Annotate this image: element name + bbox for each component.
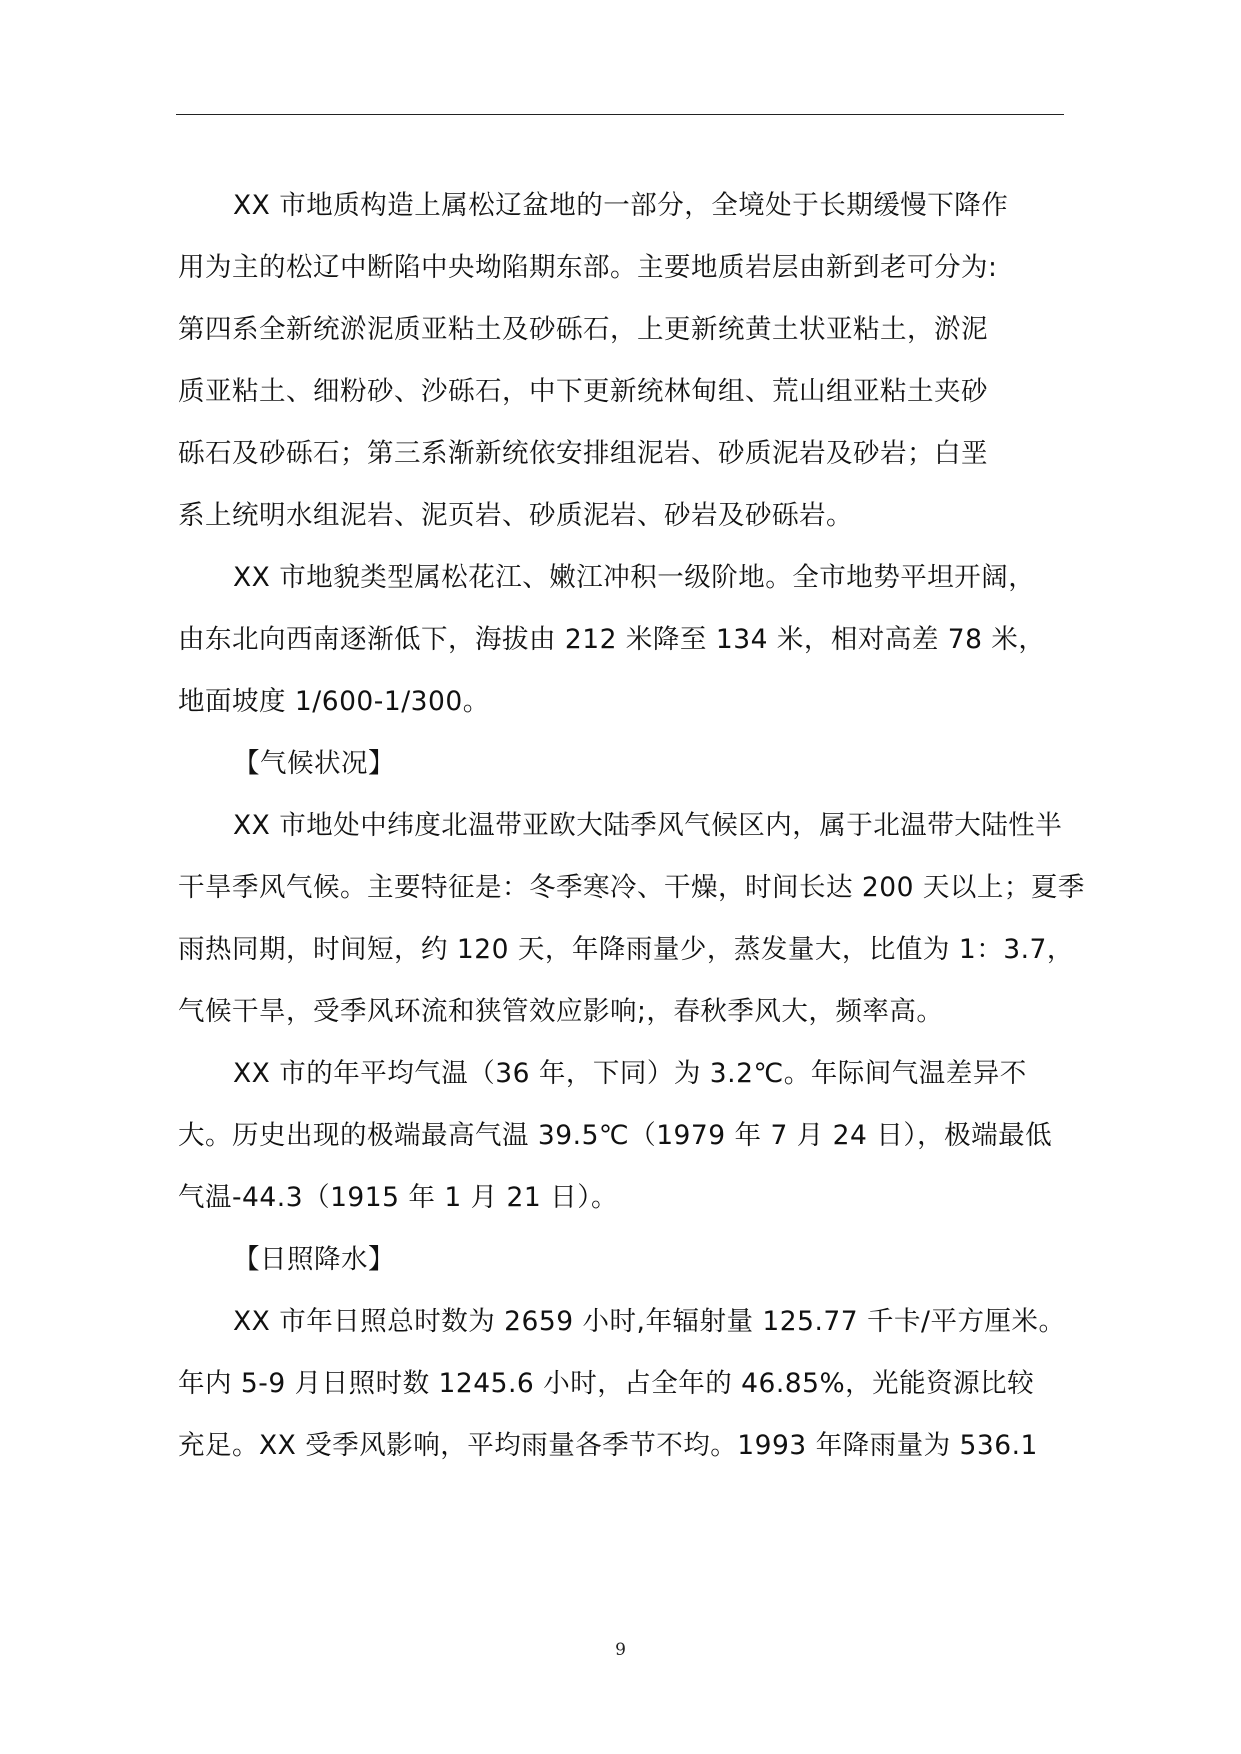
text-line: XX 市的年平均气温（36 年，下同）为 3.2℃。年际间气温差异不	[233, 1058, 1027, 1089]
paragraph-temperature	[178, 1043, 1064, 1229]
heading-text: 【气候状况】	[233, 748, 395, 779]
text-line: XX 市年日照总时数为 2659 小时,年辐射量 125.77 千卡/平方厘米。	[233, 1306, 1066, 1337]
text-line: 砾石及砂砾石；第三系渐新统依安排组泥岩、砂质泥岩及砂岩；白垩	[178, 438, 988, 469]
text-line: 气温-44.3（1915 年 1 月 21 日）。	[178, 1182, 618, 1213]
paragraph-landform	[178, 547, 1064, 733]
text-line: 系上统明水组泥岩、泥页岩、砂质泥岩、砂岩及砂砾岩。	[178, 500, 853, 531]
paragraph-geology	[178, 175, 1064, 547]
text-line: 用为主的松辽中断陷中央坳陷期东部。主要地质岩层由新到老可分为:	[178, 252, 998, 283]
body-text	[178, 175, 1085, 1477]
text-line: XX 市地处中纬度北温带亚欧大陆季风气候区内，属于北温带大陆性半	[233, 810, 1063, 841]
header-rule	[176, 114, 1064, 115]
text-line: 地面坡度 1/600-1/300。	[178, 686, 490, 717]
section-heading-sunshine-precipitation	[178, 1229, 1064, 1291]
text-line: 雨热同期，时间短，约 120 天，年降雨量少，蒸发量大，比值为 1：3.7，	[178, 934, 1074, 965]
section-heading-climate	[178, 733, 1064, 795]
text-line: 由东北向西南逐渐低下，海拔由 212 米降至 134 米，相对高差 78 米，	[178, 624, 1046, 655]
heading-text: 【日照降水】	[233, 1244, 395, 1275]
text-line: 大。历史出现的极端最高气温 39.5℃（1979 年 7 月 24 日），极端最低	[178, 1120, 1053, 1151]
text-line: 充足。XX 受季风影响，平均雨量各季节不均。1993 年降雨量为 536.1	[178, 1430, 1038, 1461]
text-line: 第四系全新统淤泥质亚粘土及砂砾石，上更新统黄土状亚粘土，淤泥	[178, 314, 988, 345]
paragraph-sunshine	[178, 1291, 1064, 1477]
text-line: 质亚粘土、细粉砂、沙砾石，中下更新统林甸组、荒山组亚粘土夹砂	[178, 376, 988, 407]
page-number: 9	[615, 1640, 626, 1660]
text-line: 年内 5-9 月日照时数 1245.6 小时，占全年的 46.85%，光能资源比较	[178, 1368, 1035, 1399]
text-line: 气候干旱，受季风环流和狭管效应影响;，春秋季风大，频率高。	[178, 996, 944, 1027]
text-line: XX 市地质构造上属松辽盆地的一部分，全境处于长期缓慢下降作	[233, 190, 1009, 221]
paragraph-climate	[178, 795, 1085, 1043]
text-line: XX 市地貌类型属松花江、嫩江冲积一级阶地。全市地势平坦开阔，	[233, 562, 1036, 593]
text-line: 干旱季风气候。主要特征是：冬季寒冷、干燥，时间长达 200 天以上；夏季	[178, 872, 1085, 903]
